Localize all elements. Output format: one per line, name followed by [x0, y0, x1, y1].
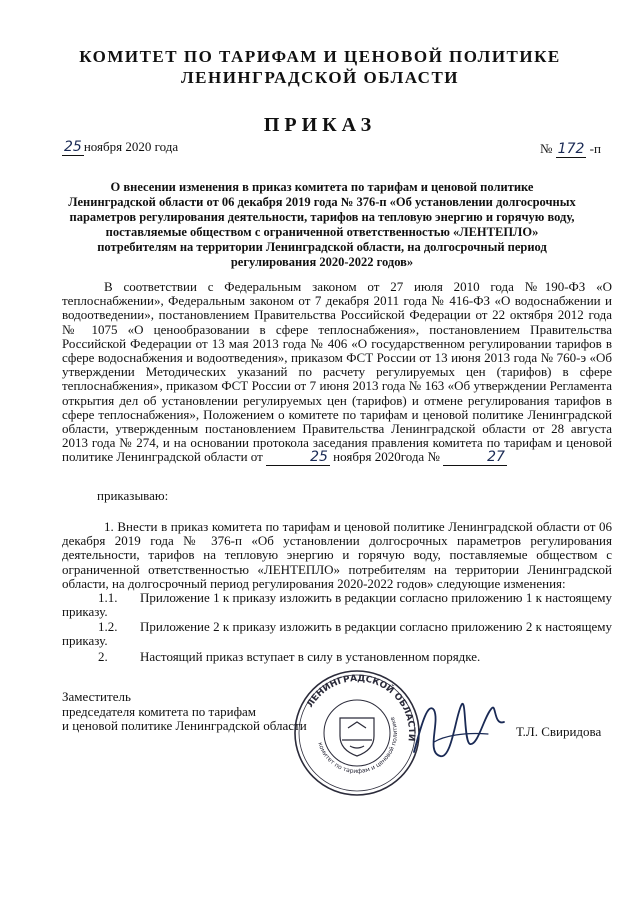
stamp-inner-text: комитет по тарифам и ценовой политике	[316, 715, 400, 776]
org-line-1: КОМИТЕТ ПО ТАРИФАМ И ЦЕНОВОЙ ПОЛИТИКЕ	[79, 47, 561, 66]
item-1-1	[62, 591, 612, 619]
preamble-text: В соответствии с Федеральным законом от 27 июля 2010 года №190-ФЗ «О теплоснабжении», Федеральным законом от 7 декабря 2011 года № 416-ФЗ «О водоснабжении и водоотведении», постановлением Правительства Российской Федерации от 22 октября 2012 года № 1075 «О ценообразовании в сфере теплоснабжения», постановлением Правительства Российской Федерации от 13 мая 2013 года № 406 «О государственном регулировании тарифов в сфере водоснабжения и водоотведения», приказом ФСТ России от 13 июня 2013 года № 760-э «Об утверждении Методических указаний по расчету регулируемых цен (тарифов) в сфере теплоснабжения», приказом ФСТ России от 7 июня 2013 года № 163 «Об утверждении Регламента открытия дел об установлении регулируемых цен (тарифов) и отмене регулирования тарифов в сфере теплоснабжения», Положением о комитете по тарифам и ценовой политике Ленинградской области, утвержденным постановлением Правительства Ленинградской области от 28 августа 2013 года № 274, и на основании протокола заседания правления комитета по тарифам и ценовой политике Ленинградской области от	[62, 279, 612, 465]
meeting-mid: ноября 2020года №	[333, 449, 440, 465]
item-1-2-text: Приложение 2 к приказу изложить в редакции согласно приложению 2 к настоящему приказу.	[62, 619, 612, 649]
handwritten-signature	[404, 682, 514, 782]
svg-text:ЛЕНИНГРАДСКОЙ ОБЛАСТИ	[305, 674, 416, 742]
item-2-text: Настоящий приказ вступает в силу в установленном порядке.	[140, 649, 481, 664]
item-2	[62, 650, 612, 664]
item-1-1-number: 1.1.	[98, 590, 118, 605]
signatory-line-3: и ценовой политике Ленинградской области	[62, 718, 307, 733]
number-value-handwritten: 172	[557, 141, 585, 157]
item-1-2-number: 1.2.	[98, 619, 118, 634]
official-seal-stamp	[292, 668, 422, 798]
signatory-line-2: председателя комитета по тарифам	[62, 703, 257, 719]
org-line-2: ЛЕНИНГРАДСКОЙ ОБЛАСТИ	[180, 68, 460, 87]
signatory-name: Т.Л. Свиридова	[516, 724, 602, 739]
signatory-title	[62, 690, 307, 734]
order-date	[62, 139, 178, 156]
order-word: приказываю:	[97, 488, 169, 503]
organization-header	[0, 46, 640, 88]
item-1-1-text: Приложение 1 к приказу изложить в редакции согласно приложению 1 к настоящему приказу.	[62, 590, 612, 620]
stamp-outer-text: ЛЕНИНГРАДСКОЙ ОБЛАСТИ	[305, 673, 417, 742]
date-rest: ноября 2020 года	[83, 139, 179, 154]
number-suffix: -п	[589, 141, 601, 156]
item-2-number: 2.	[98, 649, 108, 664]
coat-of-arms-icon	[340, 718, 374, 756]
item-1: 1. Внести в приказ комитета по тарифам и ценовой политике Ленинградской области от 06 декабря 2019 года № 376-п «Об установлении долгосрочных параметров регулирования деятельности, тарифов на тепловую энергию и горячую воду, поставляемые обществом с ограниченной ответственностью «ЛЕНТЕПЛО» потребителям на территории Ленинградской области, на долгосрочный период регулирования 2020-2022 годов» следующие изменения:	[62, 519, 612, 591]
signatory-line-1: Заместитель	[62, 689, 131, 704]
meeting-number-handwritten: 27	[443, 450, 507, 465]
number-prefix: №	[540, 141, 553, 156]
preamble-paragraph	[62, 280, 612, 466]
date-day-handwritten: 25	[64, 139, 82, 155]
document-type-title: ПРИКАЗ	[263, 114, 377, 136]
order-number	[540, 141, 601, 158]
item-1-2	[62, 620, 612, 648]
meeting-day-handwritten: 25	[266, 450, 330, 465]
order-subject: О внесении изменения в приказ комитета по тарифам и ценовой политике Ленинградской области от 06 декабря 2019 года № 376-п «Об установлении долгосрочных параметров регулирования деятельности, тарифов на тепловую энергию и горячую воду, поставляемые обществом с ограниченной ответственностью «ЛЕНТЕПЛО» потребителям на территории Ленинградской области, на долгосрочный период регулирования 2020-2022 годов»	[68, 180, 576, 269]
